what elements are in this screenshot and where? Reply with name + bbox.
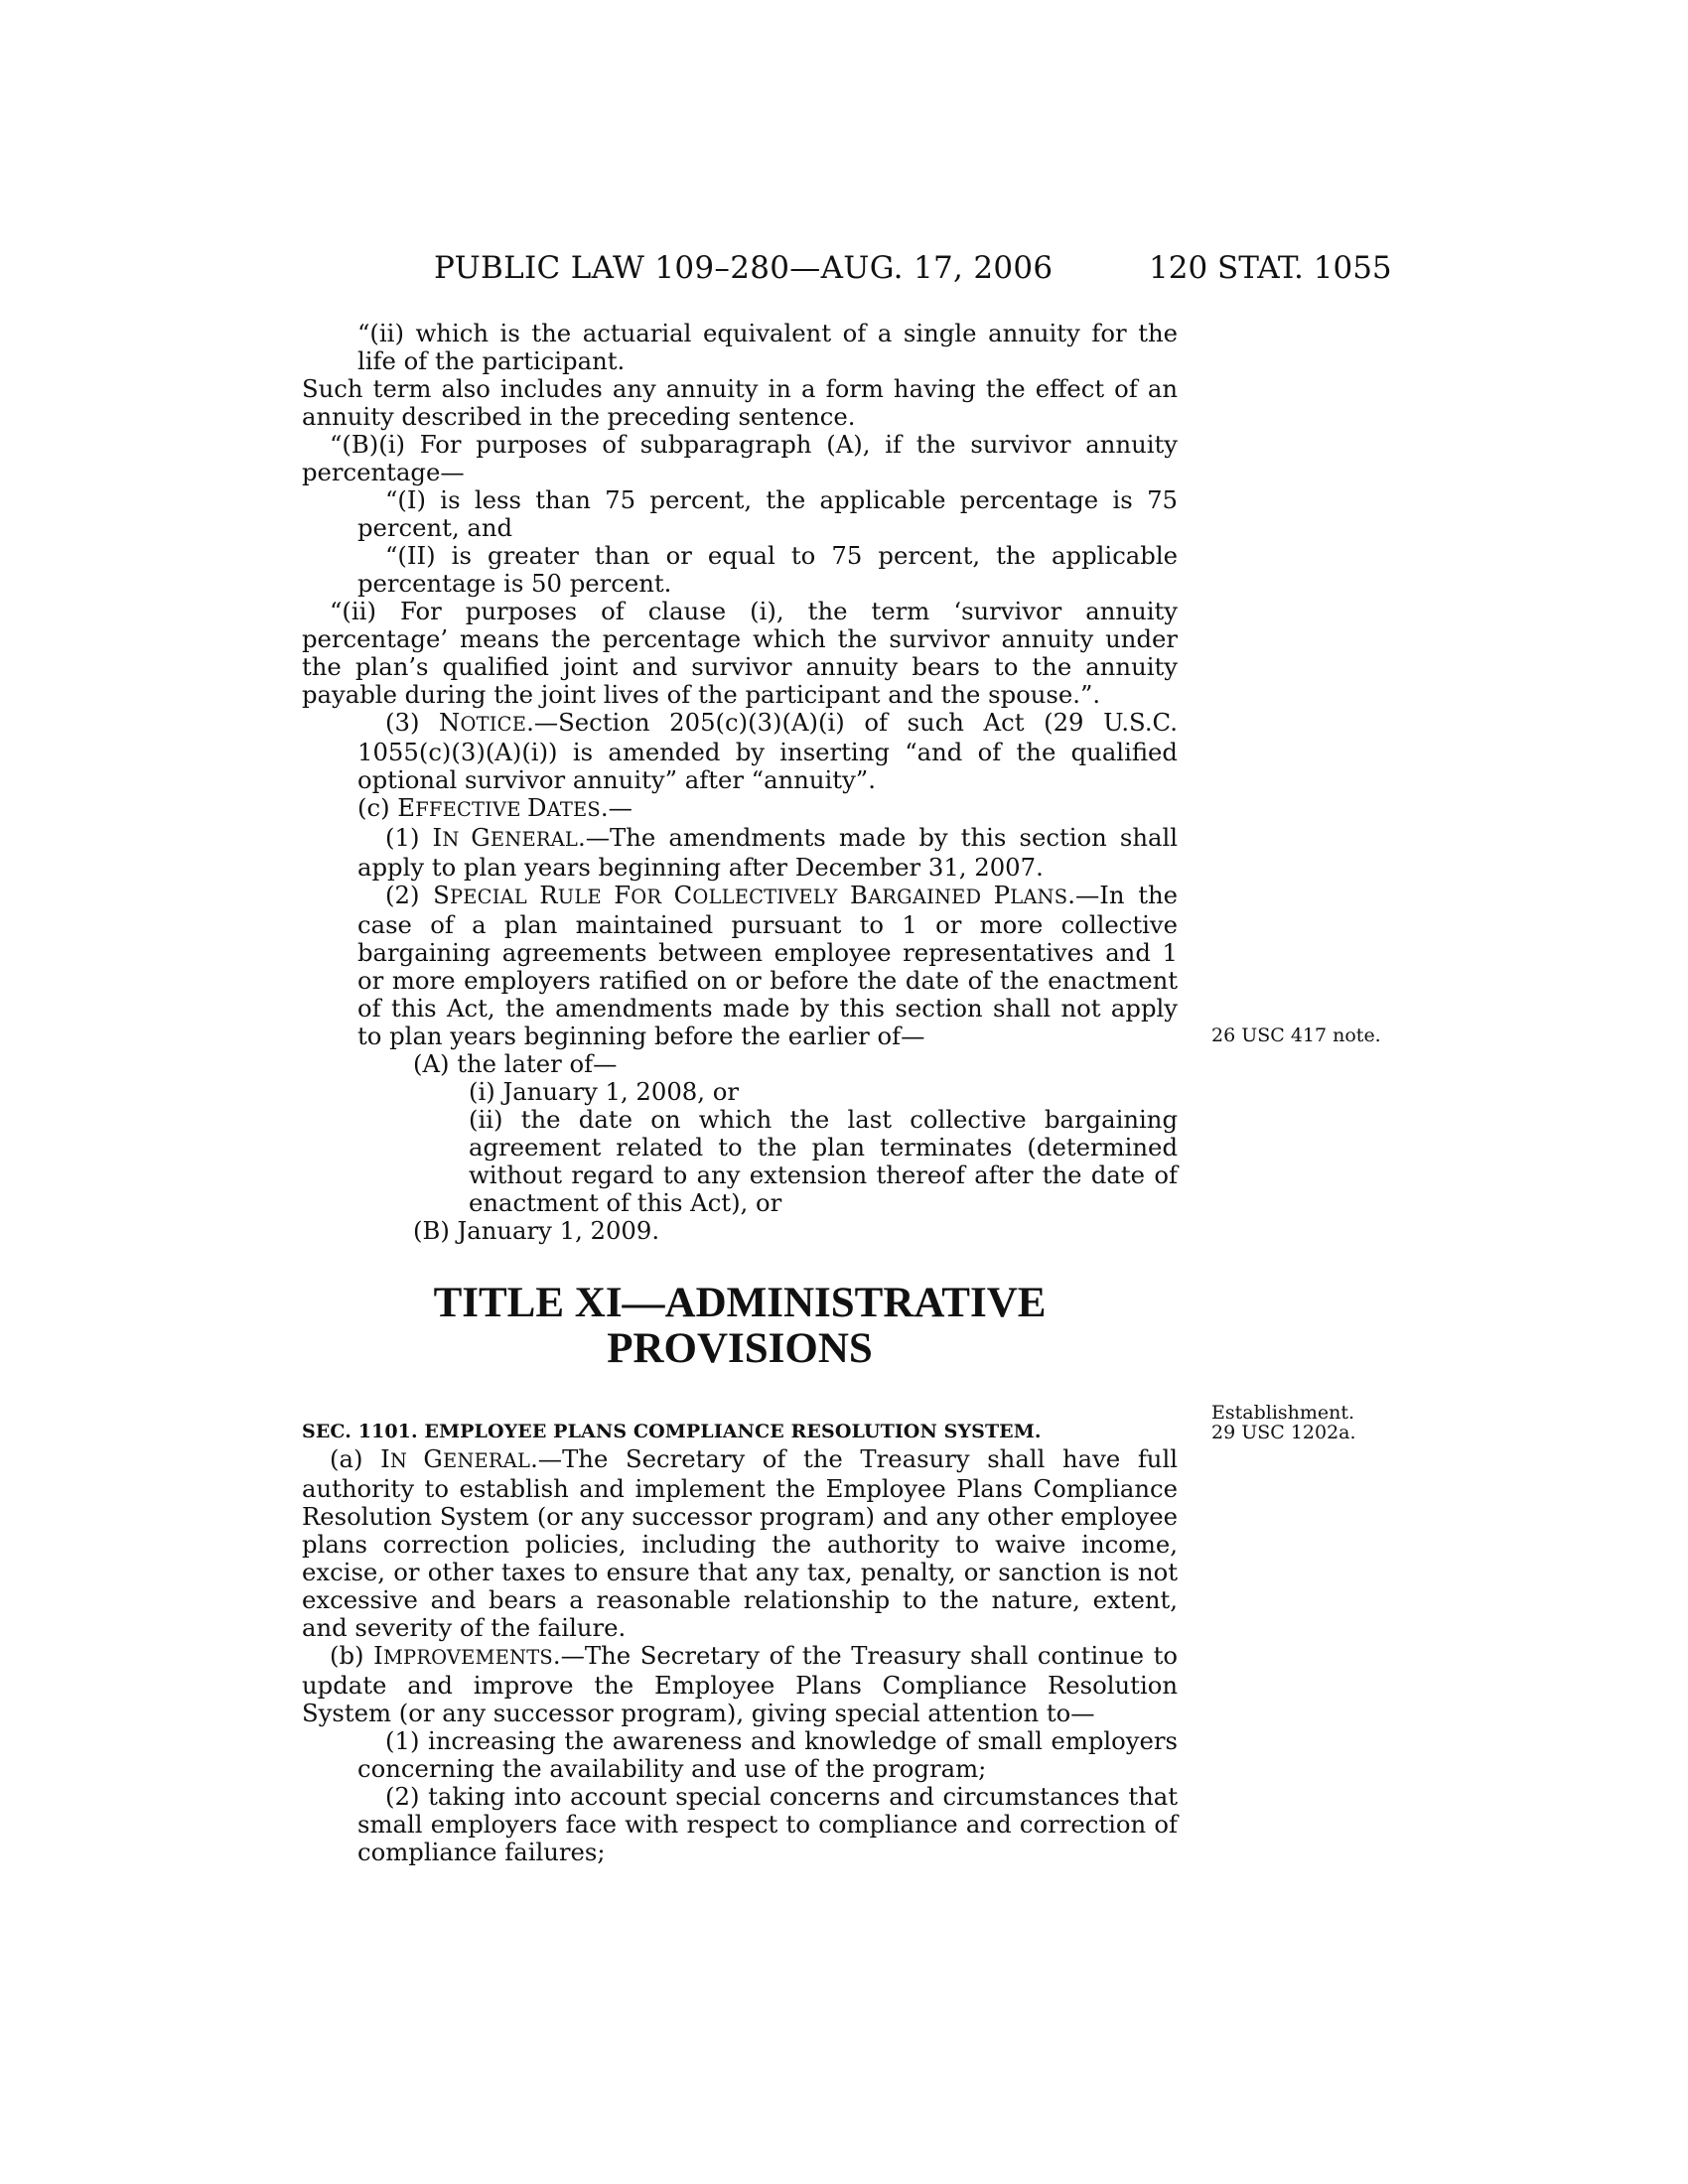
paragraph <box>302 598 1178 709</box>
paragraph-caption: EFFECTIVE DATES <box>397 793 601 822</box>
running-head: PUBLIC LAW 109–280—AUG. 17, 2006 <box>434 250 1054 286</box>
margin-note-establishment: Establishment. <box>1211 1402 1355 1424</box>
paragraph <box>302 1078 1178 1106</box>
paragraph <box>302 794 1178 824</box>
paragraph-text: “(B)(i) For purposes of subparagraph (A), if the survivor annuity percentage— <box>302 430 1178 486</box>
paragraph <box>302 882 1178 1050</box>
paragraph <box>302 709 1178 794</box>
paragraph <box>302 1445 1178 1642</box>
paragraph-tail: .—The Secretary of the Treasury shall continue to update and improve the Employee Plans Compliance Resolution System (or any successor program), giving special attention to— <box>302 1641 1178 1727</box>
paragraph-text: “(ii) For purposes of clause (i), the term ‘survivor annuity percentage’ means the percentage which the survivor annuity under the plan’s qualified joint and survivor annuity bears to the annuity payable during the joint lives of the participant and the spouse.”. <box>302 597 1178 709</box>
paragraph-text: (c) <box>357 793 398 822</box>
paragraph-text: (1) increasing the awareness and knowledge of small employers concerning the availability and use of the program; <box>357 1726 1178 1783</box>
paragraph-text: “(II) is greater than or equal to 75 percent, the applicable percentage is 50 percent. <box>357 541 1178 598</box>
paragraph-caption: IMPROVEMENTS <box>373 1641 553 1670</box>
paragraph-tail: .—In the case of a plan maintained pursuant to 1 or more collective bargaining agreements between employee representatives and 1 or more employers ratified on or before the date of the enactment of this Act, the amendments made by this section shall not apply to plan years beginning before the earlier of— <box>357 881 1179 1050</box>
paragraph-text: (B) January 1, 2009. <box>413 1216 660 1245</box>
paragraph <box>302 375 1178 431</box>
paragraph-text: “(ii) which is the actuarial equivalent of a single annuity for the life of the participant. <box>357 319 1178 375</box>
paragraph <box>302 542 1178 598</box>
section-text <box>302 1445 1178 1866</box>
title-heading <box>302 1281 1178 1372</box>
title-line-1: TITLE XI—ADMINISTRATIVE <box>433 1280 1047 1326</box>
page-number: 120 STAT. 1055 <box>1149 250 1392 286</box>
paragraph-tail: .— <box>600 793 633 822</box>
paragraph-text: Such term also includes any annuity in a form having the effect of an annuity described in the preceding sentence. <box>302 374 1178 431</box>
paragraph-text: “(I) is less than 75 percent, the applicable percentage is 75 percent, and <box>357 485 1178 542</box>
paragraph-text: (3) <box>385 708 440 737</box>
page-header <box>0 250 1688 290</box>
body-text <box>302 320 1178 1866</box>
paragraph-text: (i) January 1, 2008, or <box>469 1077 739 1106</box>
paragraph <box>302 320 1178 375</box>
paragraph-text: (b) <box>330 1641 374 1670</box>
paragraph <box>302 1727 1178 1783</box>
paragraph <box>302 431 1178 486</box>
paragraph-text: (a) <box>330 1444 381 1473</box>
paragraph-caption: IN GENERAL <box>380 1444 531 1473</box>
paragraph-text: (1) <box>385 823 433 852</box>
paragraph-tail: .—Section 205(c)(3)(A)(i) of such Act (29 U.S.C. 1055(c)(3)(A)(i)) is amended by inserting “and of the qualified optional survivor annuity” after “annuity”. <box>357 708 1179 794</box>
section-heading: SEC. 1101. EMPLOYEE PLANS COMPLIANCE RESOLUTION SYSTEM. <box>302 1421 1042 1442</box>
paragraph-text: (ii) the date on which the last collective bargaining agreement related to the plan terminates (determined without regard to any extension thereof after the date of enactment of this Act), or <box>469 1105 1178 1217</box>
paragraph-caption: SPECIAL RULE FOR COLLECTIVELY BARGAINED PLANS <box>433 881 1068 909</box>
paragraph-caption: IN GENERAL <box>432 823 578 852</box>
paragraph <box>302 824 1178 882</box>
paragraph <box>302 1642 1178 1727</box>
paragraph <box>302 486 1178 542</box>
paragraph <box>302 1106 1178 1217</box>
paragraph-tail: .—The Secretary of the Treasury shall have full authority to establish and implement the Employee Plans Compliance Resolution System (or any successor program) and any other employee plans correction policies, including the authority to waive income, excise, or other taxes to ensure that any tax, penalty, or sanction is not excessive and bears a reasonable relationship to the nature, extent, and severity of the failure. <box>302 1444 1178 1642</box>
paragraph <box>302 1050 1178 1078</box>
margin-note-usc-417: 26 USC 417 note. <box>1211 1024 1381 1046</box>
paragraph-text: (2) <box>385 881 434 909</box>
paragraph-tail: .—The amendments made by this section shall apply to plan years beginning after December 31, 2007. <box>357 823 1178 882</box>
paragraph <box>302 1217 1178 1245</box>
paragraph <box>302 1783 1178 1866</box>
paragraph-text: (A) the later of— <box>413 1049 618 1078</box>
margin-note-usc-1202a: 29 USC 1202a. <box>1211 1422 1356 1443</box>
paragraph-caption: NOTICE <box>439 708 527 737</box>
amendment-text <box>302 320 1178 1245</box>
title-line-2: PROVISIONS <box>607 1325 873 1372</box>
paragraph-text: (2) taking into account special concerns and circumstances that small employers face with respect to compliance and correction of compliance failures; <box>357 1782 1178 1866</box>
